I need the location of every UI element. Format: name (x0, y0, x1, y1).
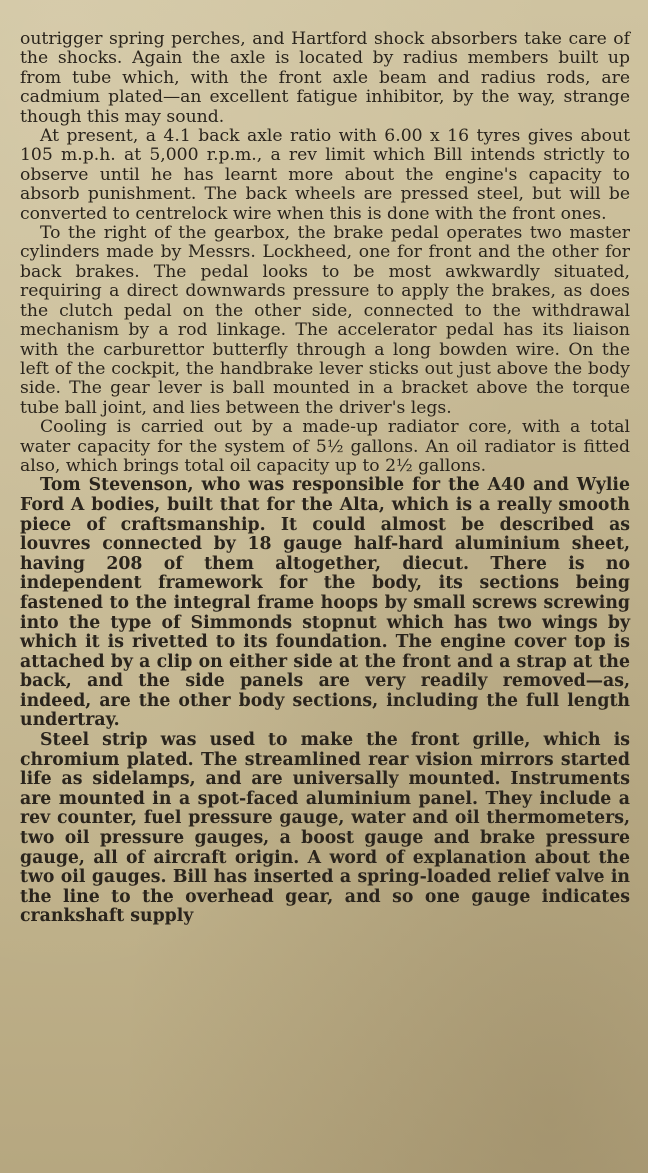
paragraph-cooling: Cooling is carried out by a made-up radiator core, with a total water capacity for the system of 5½ gallons. An oil radiator is fitted also, which brings total oil capacity up to 2½ gallons. (20, 417, 630, 476)
paragraph-bodywork: Tom Stevenson, who was responsible for the A40 and Wylie Ford A bodies, built that for the Alta, which is a really smooth piece of craftsmanship. It could almost be described as louvres connected by 18 gauge half-hard aluminium sheet, having 208 of them altogether, diecut. There is no independent framework for the body, its sections being fastened to the integral frame hoops by small screws screwing into the type of Simmonds stopnut which has two wings by which it is rivetted to its foundation. The engine cover top is attached by a clip on either side at the front and a strap at the back, and the side panels are very readily removed—as, indeed, are the other body sections, including the full length undertray. (20, 475, 630, 731)
paragraph-pedals: To the right of the gearbox, the brake pedal operates two master cylinders made by Messrs. Lockheed, one for front and the other for back brakes. The pedal looks to be most awkwardly situated, requiring a direct downwards pressure to apply the brakes, as does the clutch pedal on the other side, connected to the withdrawal mechanism by a rod linkage. The accelerator pedal has its liaison with the carburettor butterfly through a long bowden wire. On the left of the cockpit, the handbrake lever sticks out just above the body side. The gear lever is ball mounted in a bracket above the torque tube ball joint, and lies between the driver's legs. (20, 223, 630, 418)
paragraph-instruments: Steel strip was used to make the front grille, which is chromium plated. The streamlined rear vision mirrors started life as sidelamps, and are universally mounted. Instruments are mounted in a spot-faced aluminium panel. They include a rev counter, fuel pressure gauge, water and oil thermometers, two oil pressure gauges, a boost gauge and brake pressure gauge, all of aircraft origin. A word of explanation about the two oil gauges. Bill has inserted a spring-loaded relief valve in the line to the overhead gear, and so one gauge indicates crankshaft supply (20, 730, 630, 927)
paragraph-axle-ratio: At present, a 4.1 back axle ratio with 6.00 x 16 tyres gives about 105 m.p.h. at 5,000 r.p.m., a rev limit which Bill intends strictly to observe until he has learnt more about the engine's capacity to absorb punishment. The back wheels are pressed steel, but will be converted to centrelock wire when this is done with the front ones. (20, 126, 630, 224)
paragraph-suspension: outrigger spring perches, and Hartford shock absorbers take care of the shocks. Again the axle is located by radius members built up from tube which, with the front axle beam and radius rods, are cadmium plated—an excellent fatigue inhibitor, by the way, strange though this may sound. (20, 29, 630, 127)
